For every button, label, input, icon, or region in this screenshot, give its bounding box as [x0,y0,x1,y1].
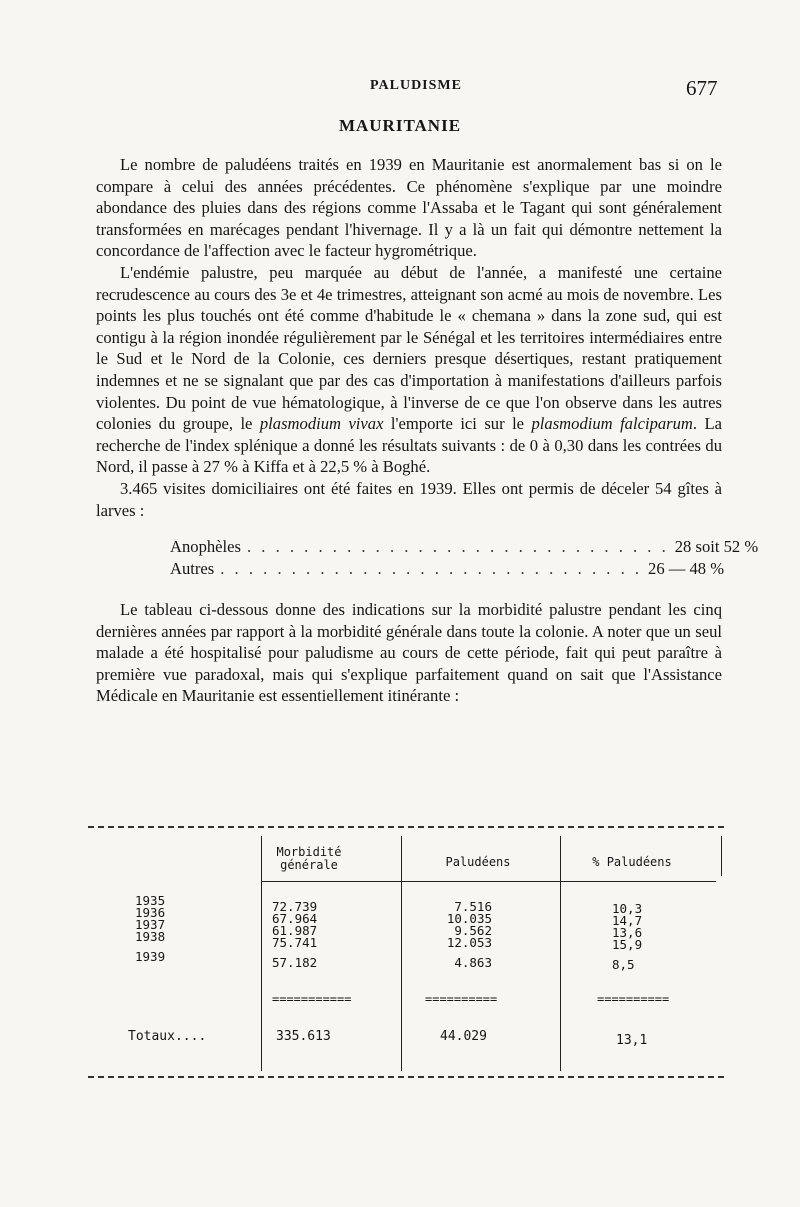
table-cell: 1937 [135,917,166,932]
table-cell: 1935 [135,893,166,908]
page-header [0,76,800,100]
paludeens-column [442,900,492,968]
header-pct-paludeens: % Paludéens [592,855,672,869]
body-text [96,154,759,707]
years-column [135,894,165,962]
table-cell: 67.964 [272,911,318,926]
table-cell: 72.739 [272,899,318,914]
header-rule [261,881,716,882]
separator-line: ========== [597,992,670,1006]
section-title: MAURITANIE [338,116,462,135]
table-cell: 75.741 [272,935,318,950]
totaux-paludeens: 44.029 [440,1029,487,1044]
table-cell: 61.987 [272,923,318,938]
running-title: PALUDISME [370,78,462,93]
separator-line: ========== [425,992,498,1006]
table-cell: 8,5 [612,957,635,972]
paragraph-4: Le tableau ci-dessous donne des indications sur la morbidité palustre pendant les cinq dernières années par rapport à la morbidité générale dans toute la colonie. A noter que un seul malade a été hospitalisé pour paludisme au cours de cette période, fait qui peut paraître à première vue paradoxal, mais qui s'explique parfaitement quand on sait que l'Assistance Médicale en Mauritanie est essentiellement itinérante : [96,600,722,706]
column-divider [261,836,262,1071]
morbidite-column [272,900,317,968]
totaux-pct: 13,1 [616,1033,648,1048]
column-divider [560,836,561,1071]
table-cell: 1939 [135,949,166,964]
table-cell: 1938 [135,929,166,944]
separator-line: =========== [272,992,352,1006]
table-top-border [88,826,724,828]
paragraph-1: Le nombre de paludéens traités en 1939 en Mauritanie est anormalement bas si on le compare à celui des années précédentes. Ce phénomène s'explique par une moindre abondance des pluies dans des régions comme l'Assaba et le Tagant qui sont généralement transformées en marécages pendant l'hivernage. Il y a là un fait qui démontre nettement la concordance de l'affection avec le facteur hygrométrique. [96,155,722,261]
header-paludeens: Paludéens [445,855,511,869]
table-cell: 7.516 [454,899,492,914]
table-cell: 4.863 [454,955,492,970]
table-cell: 15,9 [612,937,643,952]
table-cell: 10,3 [612,901,643,916]
table-bottom-border [88,1076,724,1078]
table-cell: 1936 [135,905,166,920]
totaux-label: Totaux.... [128,1029,207,1044]
table-cell: 12.053 [446,935,492,950]
paragraph-2: L'endémie palustre, peu marquée au début de l'année, a manifesté une certaine recrudescence au cours des 3e et 4e trimestres, atteignant son acmé au mois de novembre. Les points les plus touchés ont été comme d'habitude le « chemana » dans la zone sud, qui est contigu à la région inondée régulièrement par le Sénégal et les territoires intermédiaires entre le Sud et le Nord de la Colonie, ces derniers presque désertiques, restant pratiquement indemnes et ne se signalant que par des cas d'importation à manifestations d'ailleurs parfois violentes. Du point de vue hématologique, à l'inverse de ce que l'on observe dans les autres colonies du groupe, le plasmodium vivax l'emporte ici sur le plasmodium falciparum. La recherche de l'index splénique a donné les résultats suivants : de 0 à 0,30 dans les contrées du Nord, il passe à 27 % à Kiffa et à 22,5 % à Boghé. [96,262,722,477]
table-cell: 13,6 [612,925,643,940]
pct-column [612,902,642,970]
paragraph-3: 3.465 visites domiciliaires ont été faites en 1939. Elles ont permis de déceler 54 gîtes à larves : [96,478,722,520]
table-cell: 9.562 [454,923,492,938]
totaux-morbidite: 335.613 [276,1029,331,1044]
morbidity-table [88,826,724,1086]
table-cell: 10.035 [446,911,492,926]
table-cell: 14,7 [612,913,643,928]
column-divider [401,836,402,1071]
list-item: Anophèles . . . . . . . . . . . . . . . . . . . . . . . . . . . . . . 28 soit 52 % [170,537,759,557]
table-cell: 57.182 [272,955,318,970]
page-number: 677 [686,76,718,100]
header-morbidite: Morbidité générale [276,845,342,872]
column-divider [721,836,722,876]
list-item: Autres . . . . . . . . . . . . . . . . . . . . . . . . . . . . . . 26 — 48 % [170,559,725,579]
larves-list [170,536,759,580]
